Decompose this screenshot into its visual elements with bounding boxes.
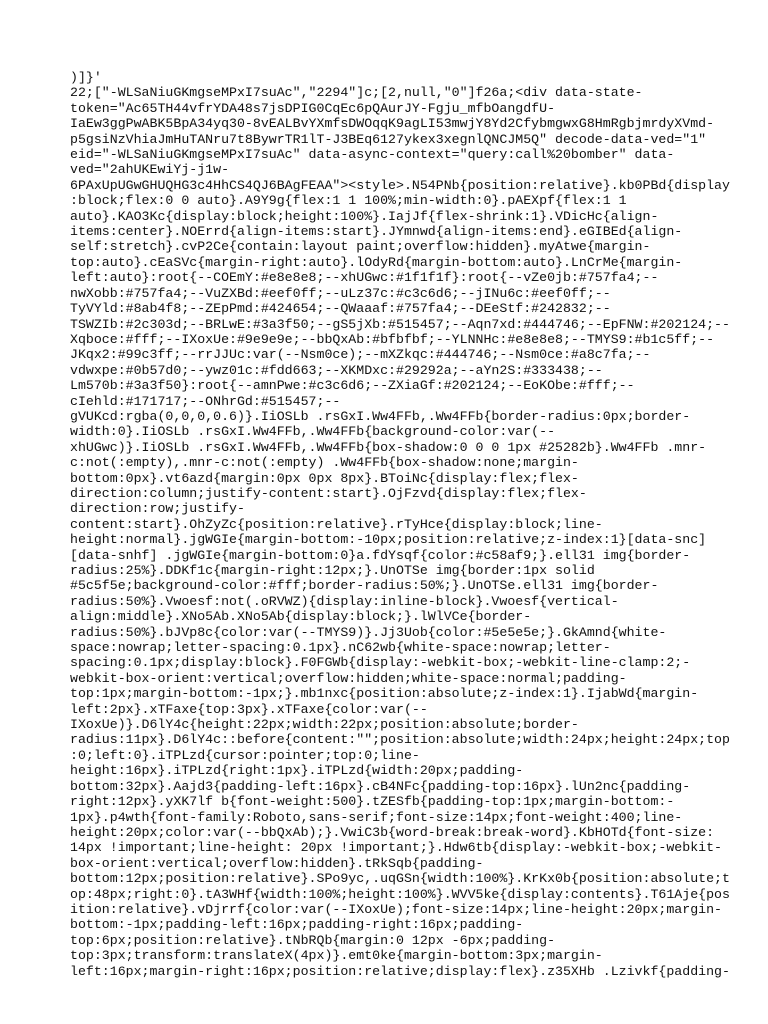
- text-line: IXoxUe)}.D6lY4c{height:22px;width:22px;position:absolute;border-: [70, 717, 579, 733]
- text-line: 14px !important;line-height: 20px !important;}.Hdw6tb{display:-webkit-box;-webkit-: [70, 840, 723, 856]
- text-line: height:normal}.jgWGIe{margin-bottom:-10px;position:relative;z-index:1}[data-snc]: [70, 532, 707, 548]
- text-line: 1px}.p4wth{font-family:Roboto,sans-serif;font-size:14px;font-weight:400;line-: [70, 809, 683, 825]
- text-line: radius:11px}.D6lY4c::before{content:"";position:absolute;width:24px;height:24px;top: [70, 732, 730, 748]
- text-line: height:20px;color:var(--bbQxAb);}.VwiC3b{word-break:break-word}.KbHOTd{font-size:: [70, 824, 715, 840]
- text-line: right:12px}.yXK7lf b{font-weight:500}.tZESfb{padding-top:1px;margin-bottom:-: [70, 794, 675, 810]
- text-line: bottom:-1px;padding-left:16px;padding-right:16px;padding-: [70, 917, 524, 933]
- text-line: bottom:32px}.Aajd3{padding-left:16px}.cB4NFc{padding-top:16px}.lUn2nc{padding-: [70, 778, 691, 794]
- text-line: )]}': [70, 70, 102, 85]
- text-line: bottom:12px;position:relative}.SPo9yc,.uqGSn{width:100%}.KrKx0b{position:absolute;t: [70, 871, 730, 887]
- text-line: space:nowrap;letter-spacing:0.1px}.nC62wb{white-space:nowrap;letter-: [70, 640, 611, 656]
- text-line: left:auto}:root{--COEmY:#e8e8e8;--xhUGwc:#1f1f1f}:root{--vZe0jb:#757fa4;--: [70, 270, 659, 286]
- text-line: vdwxpe:#0b57d0;--ywz01c:#fdd663;--XKMDxc:#29292a;--aYn2S:#333438;--: [70, 362, 603, 378]
- text-line: gVUKcd:rgba(0,0,0,0.6)}.IiOSLb .rsGxI.Ww4FFb,.Ww4FFb{border-radius:0px;border-: [70, 408, 691, 424]
- text-line: cIehld:#171717;--ONhrGd:#515457;--: [70, 393, 341, 409]
- text-line: :0;left:0}.iTPLzd{cursor:pointer;top:0;line-: [70, 747, 420, 763]
- text-line: #5c5f5e;background-color:#fff;border-radius:50%;}.UnOTSe.ell31 img{border-: [70, 578, 659, 594]
- text-line: ved="2ahUKEwiYj-j1w-: [70, 162, 230, 178]
- text-line: left:2px}.xTFaxe{top:3px}.xTFaxe{color:var(--: [70, 701, 428, 717]
- text-line: [data-snhf] .jgWGIe{margin-bottom:0}a.fdYsqf{color:#c58af9;}.ell31 img{border-: [70, 547, 691, 563]
- text-line: Xqboce:#fff;--IXoxUe:#9e9e9e;--bbQxAb:#bfbfbf;--YLNNHc:#e8e8e8;--TMYS9:#b1c5ff;--: [70, 331, 715, 347]
- text-line: top:3px;transform:translateX(4px)}.emt0ke{margin-bottom:3px;margin-: [70, 948, 603, 964]
- text-line: top:6px;position:relative}.tNbRQb{margin:0 12px -6px;padding-: [70, 932, 556, 948]
- text-line: width:0}.IiOSLb .rsGxI.Ww4FFb,.Ww4FFb{background-color:var(--: [70, 424, 556, 440]
- text-line: left:16px;margin-right:16px;position:relative;display:flex}.z35XHb .Lzivkf{padding-: [70, 963, 730, 979]
- text-line: :block;flex:0 0 auto}.A9Y9g{flex:1 1 100%;min-width:0}.pAEXpf{flex:1 1: [70, 193, 627, 209]
- text-line: TSWZIb:#2c303d;--BRLwE:#3a3f50;--gS5jXb:#515457;--Aqn7xd:#444746;--EpFNW:#202124;--: [70, 316, 730, 332]
- text-line: top:auto}.cEaSVc{margin-right:auto}.lOdyRd{margin-bottom:auto}.LnCrMe{margin-: [70, 254, 683, 270]
- text-line: box-orient:vertical;overflow:hidden}.tRkSqb{padding-: [70, 855, 484, 871]
- text-line: top:1px;margin-bottom:-1px;}.mb1nxc{position:absolute;z-index:1}.IjabWd{margin-: [70, 686, 699, 702]
- text-line: nwXobb:#757fa4;--VuZXBd:#eef0ff;--uLz37c:#c3c6d6;--jINu6c:#eef0ff;--: [70, 285, 611, 301]
- text-line: webkit-box-orient:vertical;overflow:hidden;white-space:normal;padding-: [70, 670, 627, 686]
- text-line: items:center}.NOErrd{align-items:start}.JYmnwd{align-items:end}.eGIBEd{align-: [70, 224, 683, 240]
- text-line: xhUGwc)}.IiOSLb .rsGxI.Ww4FFb,.Ww4FFb{box-shadow:0 0 0 1px #25282b}.Ww4FFb .mnr-: [70, 439, 707, 455]
- text-line: ition:relative}.vDjrrf{color:var(--IXoxUe);font-size:14px;line-height:20px;margin-: [70, 901, 723, 917]
- text-line: token="Ac65TH44vfrYDA48s7jsDPIG0CqEc6pQAurJY-Fgju_mfbOangdfU-: [70, 100, 556, 116]
- text-line: eid="-WLSaNiuGKmgseMPxI7suAc" data-async-context="query:call%20bomber" data-: [70, 147, 675, 163]
- text-line: radius:25%}.DDKf1c{margin-right:12px;}.UnOTSe img{border:1px solid: [70, 563, 595, 578]
- text-line: bottom:0px}.vt6azd{margin:0px 0px 8px}.BToiNc{display:flex;flex-: [70, 470, 579, 486]
- raw-response-text: [70, 70, 730, 979]
- text-line: c:not(:empty),.mnr-c:not(:empty) .Ww4FFb{box-shadow:none;margin-: [70, 455, 579, 471]
- text-line: content:start}.OhZyZc{position:relative}.rTyHce{display:block;line-: [70, 516, 603, 532]
- text-line: radius:50%}.bJVp8c{color:var(--TMYS9)}.Jj3Uob{color:#5e5e5e;}.GkAmnd{white-: [70, 624, 667, 640]
- text-line: height:16px}.iTPLzd{right:1px}.iTPLzd{width:20px;padding-: [70, 763, 524, 779]
- text-line: 6PAxUpUGwGHUQHG3c4HhCS4QJ6BAgFEAA"><style>.N54PNb{position:relative}.kb0PBd{display: [70, 177, 730, 193]
- text-line: 22;["-WLSaNiuGKmgseMPxI7suAc","2294"]c;[2,null,"0"]f26a;<div data-state-: [70, 85, 643, 101]
- text-line: spacing:0.1px;display:block}.F0FGWb{display:-webkit-box;-webkit-line-clamp:2;-: [70, 655, 691, 671]
- text-line: TyVYld:#8ab4f8;--ZEpPmd:#424654;--QWaaaf:#757fa4;--DEeStf:#242832;--: [70, 301, 611, 317]
- text-line: direction:row;justify-: [70, 501, 245, 517]
- text-line: direction:column;justify-content:start}.OjFzvd{display:flex;flex-: [70, 485, 587, 501]
- text-line: p5gsiNzVhiaJmHuTANru7t8BywrTR1lT-J3BEq6127ykex3xegnlQNCJM5Q" decode-data-ved="1": [70, 131, 707, 147]
- text-line: auto}.KAO3Kc{display:block;height:100%}.IajJf{flex-shrink:1}.VDicHc{align-: [70, 208, 659, 224]
- text-line: IaEw3ggPwABK5BpA34yq30-8vEALBvYXmfsDWOqqK9agLI53mwjY8Yd2CfybmgwxG8HmRgbjmrdyXVmd-: [70, 116, 715, 132]
- text-line: op:48px;right:0}.tA3WHf{width:100%;height:100%}.WVV5ke{display:contents}.T61Aje{pos: [70, 886, 730, 902]
- text-line: align:middle}.XNo5Ab.XNo5Ab{display:block;}.lWlVCe{border-: [70, 609, 532, 625]
- text-line: radius:50%}.Vwoesf:not(.oRVWZ){display:inline-block}.Vwoesf{vertical-: [70, 593, 619, 609]
- text-line: self:stretch}.cvP2Ce{contain:layout paint;overflow:hidden}.myAtwe{margin-: [70, 239, 651, 255]
- text-line: JKqx2:#99c3ff;--rrJJUc:var(--Nsm0ce);--mXZkqc:#444746;--Nsm0ce:#a8c7fa;--: [70, 347, 651, 363]
- text-line: Lm570b:#3a3f50}:root{--amnPwe:#c3c6d6;--ZXiaGf:#202124;--EoKObe:#fff;--: [70, 378, 635, 394]
